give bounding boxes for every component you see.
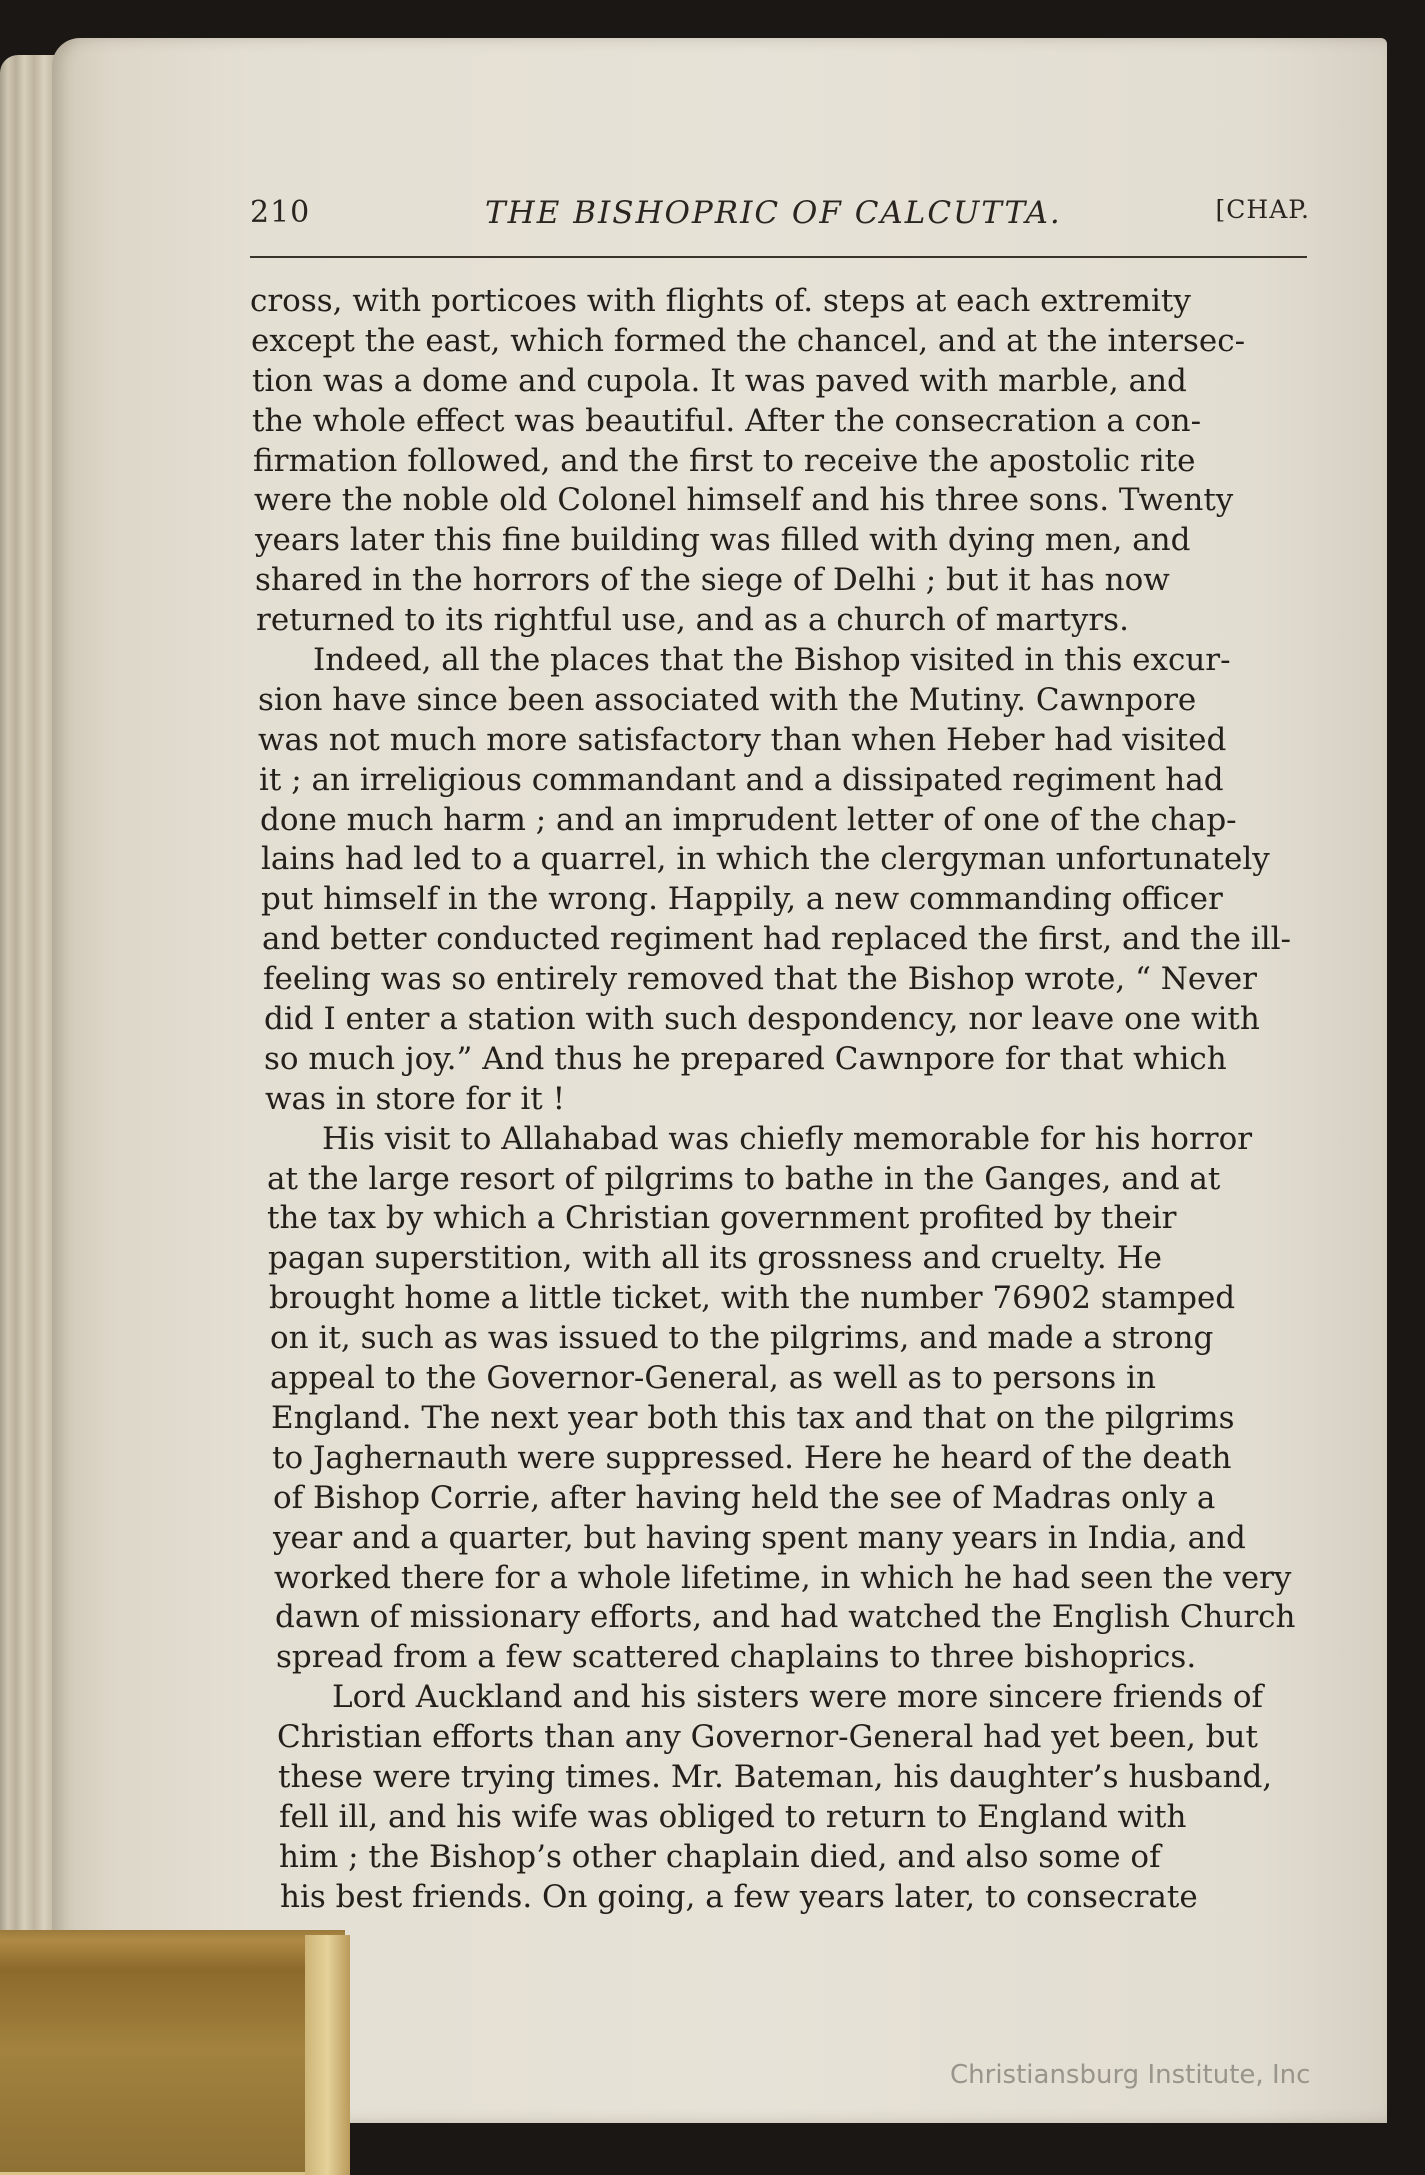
text-line: dawn of missionary efforts, and had watched the English Church — [275, 1599, 1296, 1636]
text-line: was not much more satisfactory than when Heber had visited — [258, 721, 1227, 758]
text-line: Christian efforts than any Governor-General had yet been, but — [277, 1719, 1258, 1756]
text-line: did I enter a station with such despondency, nor leave one with — [264, 1001, 1260, 1038]
watermark: Christiansburg Institute, Inc — [950, 2060, 1311, 2090]
text-line: pagan superstition, with all its grossness and cruelty. He — [268, 1240, 1162, 1277]
text-line: done much harm ; and an imprudent letter of one of the chap- — [260, 801, 1237, 838]
text-line: lains had led to a quarrel, in which the clergyman unfortunately — [261, 841, 1270, 878]
text-line: worked there for a whole lifetime, in which he had seen the very — [274, 1559, 1292, 1596]
text-line: fell ill, and his wife was obliged to return to England with — [279, 1798, 1187, 1835]
text-line: brought home a little ticket, with the number 76902 stamped — [269, 1280, 1236, 1317]
page-number: 210 — [250, 195, 311, 230]
text-line: his best friends. On going, a few years later, to consecrate — [280, 1878, 1198, 1915]
text-line: him ; the Bishop’s other chaplain died, and also some of — [279, 1838, 1161, 1875]
text-line: year and a quarter, but having spent many years in India, and — [273, 1519, 1246, 1556]
text-line: at the large resort of pilgrims to bathe in the Ganges, and at — [267, 1160, 1221, 1197]
text-line: these were trying times. Mr. Bateman, his daughter’s husband, — [278, 1758, 1273, 1795]
text-line: sion have since been associated with the Mutiny. Cawnpore — [258, 681, 1197, 718]
text-line: years later this fine building was filled with dying men, and — [255, 522, 1191, 559]
text-line: returned to its rightful use, and as a church of martyrs. — [256, 602, 1129, 639]
text-line: were the noble old Colonel himself and his three sons. Twenty — [254, 482, 1234, 519]
cover-edge — [305, 1935, 350, 2175]
header-rule — [250, 256, 1307, 258]
text-line: the tax by which a Christian government profited by their — [267, 1200, 1177, 1237]
text-line: of Bishop Corrie, after having held the see of Madras only a — [273, 1479, 1216, 1516]
text-line: tion was a dome and cupola. It was paved with marble, and — [252, 362, 1187, 399]
text-line: spread from a few scattered chaplains to three bishoprics. — [276, 1639, 1197, 1676]
text-line: was in store for it ! — [265, 1080, 566, 1117]
text-line: England. The next year both this tax and that on the pilgrims — [271, 1399, 1235, 1436]
running-title: THE BISHOPRIC OF CALCUTTA. — [485, 195, 1062, 231]
text-line: cross, with porticoes with flights of. steps at each extremity — [250, 283, 1191, 319]
running-header — [250, 195, 1310, 245]
text-line: feeling was so entirely removed that the Bishop wrote, “ Never — [263, 961, 1257, 998]
body-text — [250, 282, 1330, 1918]
text-line: so much joy.” And thus he prepared Cawnpore for that which — [264, 1040, 1227, 1077]
text-line: to Jaghernauth were suppressed. Here he heard of the death — [272, 1439, 1232, 1476]
text-line: it ; an irreligious commandant and a dissipated regiment had — [259, 761, 1224, 798]
text-line: put himself in the wrong. Happily, a new commanding officer — [261, 881, 1223, 918]
text-line: except the east, which formed the chancel, and at the intersec- — [251, 322, 1246, 359]
text-line: appeal to the Governor-General, as well as to persons in — [270, 1360, 1156, 1397]
chapter-marker: [CHAP. — [1215, 195, 1310, 224]
text-line: on it, such as was issued to the pilgrims, and made a strong — [270, 1320, 1214, 1357]
text-line: shared in the horrors of the siege of Delhi ; but it has now — [255, 562, 1170, 599]
text-line: Indeed, all the places that the Bishop visited in this excur- — [313, 642, 1231, 679]
text-line: the whole effect was beautiful. After the consecration a con- — [252, 402, 1202, 439]
text-line: Lord Auckland and his sisters were more sincere friends of — [332, 1679, 1263, 1716]
text-line: and better conducted regiment had replaced the first, and the ill- — [262, 921, 1292, 958]
text-line: His visit to Allahabad was chiefly memorable for his horror — [322, 1120, 1253, 1157]
text-line: firmation followed, and the first to receive the apostolic rite — [253, 442, 1196, 479]
book-cover — [0, 1930, 345, 2175]
